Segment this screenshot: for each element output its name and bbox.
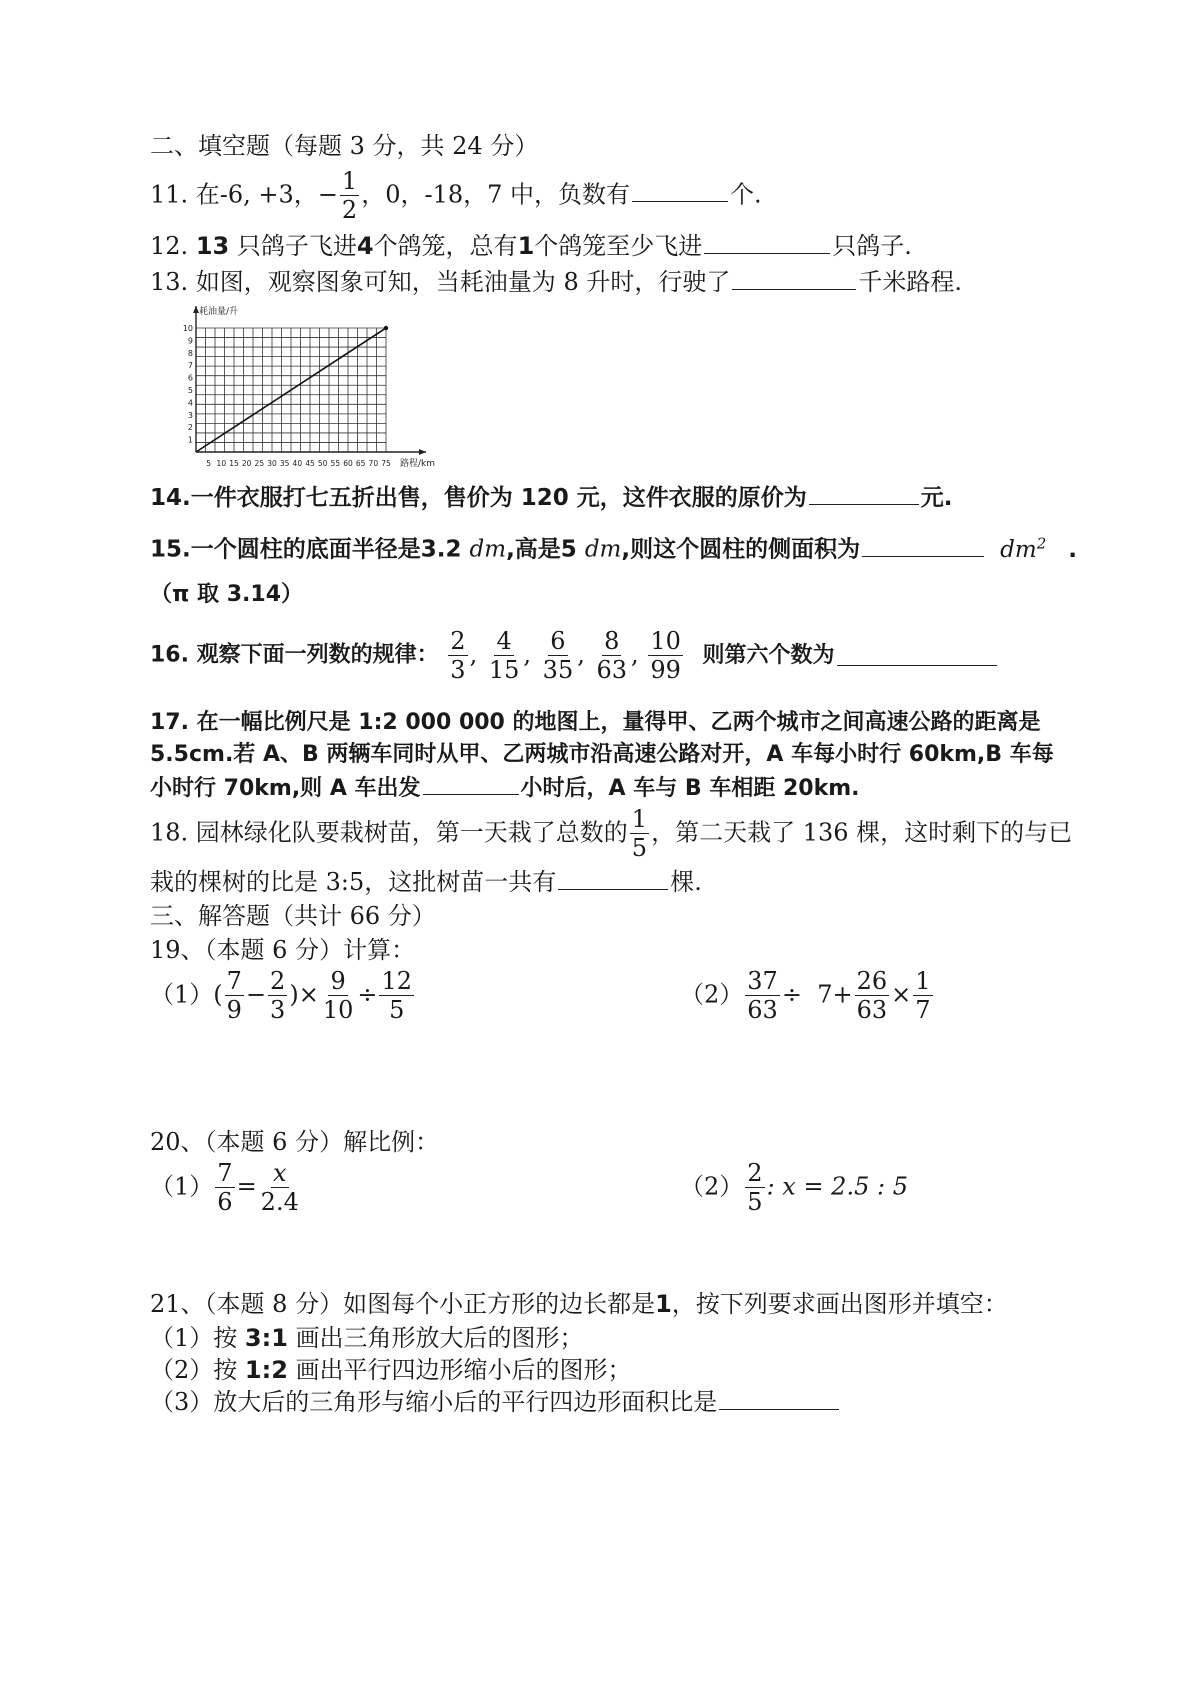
q16-frac-4-num: 8 xyxy=(604,627,620,655)
q19-part-2 xyxy=(680,968,935,1024)
q19-p2-frac-3 xyxy=(913,968,932,1024)
q20-p2-label: （2） xyxy=(680,1172,744,1201)
q12-text-b: 只鸽子飞进 xyxy=(236,232,357,260)
q17-line-2: 5.5cm.若 A、B 两辆车同时从甲、乙两城市沿高速公路对开，A 车每小时行 60km,B 车每 xyxy=(150,742,1054,767)
q11-fraction xyxy=(340,168,359,224)
q19-p2-frac-1-den: 63 xyxy=(747,996,778,1025)
q12-num-a: 13 xyxy=(195,232,230,260)
q12-text-f: 个鸽笼至少飞进 xyxy=(534,232,703,260)
q12-text-g: 只鸽子. xyxy=(832,232,912,260)
q16-frac-3-den: 35 xyxy=(542,656,574,685)
q19-p2-frac-2 xyxy=(855,968,890,1024)
q17-line-3a: 小时行 70km,则 A 车出发 xyxy=(150,776,421,801)
x-tick-label: 75 xyxy=(381,459,391,468)
question-16 xyxy=(150,628,999,684)
q19-p1-divide: ÷ xyxy=(357,980,378,1009)
y-tick-label: 1 xyxy=(187,435,193,445)
x-axis-label: 路程/km xyxy=(400,459,436,469)
q15-text-b: ,高是5 xyxy=(506,536,577,563)
q21-item1-c: 画出三角形放大后的图形； xyxy=(295,1324,584,1352)
q16-frac-4 xyxy=(595,628,630,684)
q13-text-a: 如图，观察图象可知，当耗油量为 8 升时，行驶了 xyxy=(195,268,731,296)
q20-p1-frac-2 xyxy=(259,1160,301,1216)
q19-p2-frac-1-num: 37 xyxy=(747,967,778,995)
q19-p1-lparen: ( xyxy=(213,980,223,1009)
q21-item2-b: 1:2 xyxy=(244,1356,288,1384)
q18-frac-den: 5 xyxy=(631,834,648,863)
q20-p2-frac-1-num: 2 xyxy=(747,1159,763,1187)
q20-title: 20、（本题 6 分）解比例： xyxy=(150,1128,440,1156)
q16-frac-3 xyxy=(541,628,576,684)
x-tick-label: 15 xyxy=(229,459,239,468)
q12-text-d: 个鸽笼，总有 xyxy=(373,232,518,260)
q16-frac-2-den: 15 xyxy=(488,656,520,685)
q19-p2-label: （2） xyxy=(680,980,744,1009)
q21-title xyxy=(150,1290,1008,1319)
q15-unit-3 xyxy=(1000,534,1047,563)
x-tick-label: 65 xyxy=(355,459,366,468)
q16-sep-4: , xyxy=(631,640,639,669)
q20-p1-label: （1） xyxy=(150,1172,214,1201)
q20-p1-frac-1-den: 6 xyxy=(217,1188,233,1217)
q20-p2-frac-1-den: 5 xyxy=(747,1188,763,1217)
q19-p1-minus: − xyxy=(245,980,267,1009)
q11-text-b: ，0，-18，7 中，负数有 xyxy=(361,180,631,209)
x-tick-label: 50 xyxy=(317,459,328,468)
q19-p1-frac-2 xyxy=(268,968,287,1024)
q20-p1-frac-1 xyxy=(215,1160,234,1216)
q18-fraction xyxy=(630,806,649,862)
q19-p1-frac-4 xyxy=(379,968,414,1024)
x-tick-label: 55 xyxy=(330,459,341,468)
q21-title-b: 1 xyxy=(655,1290,672,1318)
q11-text-a: 11. 在-6, +3， xyxy=(150,180,318,209)
q19-p1-frac-1 xyxy=(225,968,244,1024)
q19-p1-frac-3-num: 9 xyxy=(330,967,346,995)
q15-unit-3-sup: 2 xyxy=(1036,534,1047,552)
q21-item1-a: （1）按 xyxy=(150,1324,238,1352)
q19-p1-frac-4-den: 5 xyxy=(389,996,405,1025)
q16-frac-2 xyxy=(487,628,522,684)
y-tick-label: 3 xyxy=(187,410,193,420)
q16-text-a: 16. 观察下面一列数的规律： xyxy=(150,642,439,668)
q15-text-a: 15.一个圆柱的底面半径是3.2 xyxy=(150,536,462,563)
q11-frac-den: 2 xyxy=(341,196,358,225)
q17-line-3b: 小时后，A 车与 B 车相距 20km. xyxy=(520,776,860,801)
q16-frac-1-den: 3 xyxy=(450,656,466,685)
q11-neg: − xyxy=(317,180,338,209)
q19-p1-frac-4-num: 12 xyxy=(381,967,413,995)
q19-p1-frac-1-den: 9 xyxy=(226,996,242,1025)
q16-frac-1 xyxy=(448,628,467,684)
x-tick-label: 20 xyxy=(241,459,252,468)
question-15 xyxy=(150,534,1077,564)
q15-unit-3-text: dm xyxy=(1000,536,1037,563)
x-tick-label: 30 xyxy=(267,459,277,468)
q19-p2-frac-3-den: 7 xyxy=(915,996,931,1025)
q19-p1-frac-2-den: 3 xyxy=(270,996,286,1025)
q21-title-c: ，按下列要求画出图形并填空： xyxy=(671,1290,1008,1318)
q15-unit-2: dm xyxy=(584,536,622,563)
q21-item3-text: （3）放大后的三角形与缩小后的平行四边形面积比是 xyxy=(150,1388,718,1416)
q18-line-2 xyxy=(150,868,702,897)
q16-frac-4-den: 63 xyxy=(596,656,628,685)
q16-frac-5-den: 99 xyxy=(650,656,681,685)
question-18 xyxy=(150,806,1072,862)
q15-unit-1: dm xyxy=(469,536,507,563)
y-tick-label: 2 xyxy=(187,423,193,433)
q19-p1-label: （1） xyxy=(150,980,214,1009)
q12-num-e: 1 xyxy=(517,232,535,260)
q18-text-a: 18. 园林绿化队要栽树苗，第一天栽了总数的 xyxy=(150,818,628,847)
q14-text-a: 14.一件衣服打七五折出售，售价为 120 元，这件衣服的原价为 xyxy=(150,485,807,511)
q11-text-c: 个. xyxy=(730,180,762,209)
q20-p1-frac-1-num: 7 xyxy=(217,1159,233,1187)
q21-item1-b: 3:1 xyxy=(244,1324,288,1352)
q13-text-b: 千米路程. xyxy=(858,268,962,296)
x-tick-label: 35 xyxy=(279,459,290,468)
series-endpoint xyxy=(384,326,388,330)
q12-answer-blank[interactable] xyxy=(704,233,830,254)
y-tick-label: 6 xyxy=(187,373,193,383)
q21-item2-c: 画出平行四边形缩小后的图形； xyxy=(295,1356,632,1384)
question-11 xyxy=(150,168,762,224)
q19-p2-frac-3-num: 1 xyxy=(915,967,931,995)
q19-p1-frac-3-den: 10 xyxy=(322,996,354,1025)
question-12 xyxy=(150,232,912,261)
q15-text-c: ,则这个圆柱的侧面积为 xyxy=(621,536,861,563)
q19-p1-rparen: )× xyxy=(289,980,319,1009)
q13-answer-blank[interactable] xyxy=(732,269,856,290)
y-tick-label: 8 xyxy=(187,348,193,358)
q18-line-2a: 栽的棵树的比是 3:5，这批树苗一共有 xyxy=(150,868,557,896)
q18-text-b: ，第二天栽了 136 棵，这时剩下的与已 xyxy=(651,818,1073,847)
x-axis-arrow xyxy=(419,449,426,455)
fuel-distance-chart xyxy=(178,300,478,510)
q16-sep-1: , xyxy=(469,640,478,669)
q19-part-1 xyxy=(150,968,416,1024)
q11-answer-blank[interactable] xyxy=(632,181,728,202)
q14-text-b: 元. xyxy=(920,485,953,511)
x-tick-label: 5 xyxy=(206,459,212,468)
section2-title: 二、填空题（每题 3 分，共 24 分） xyxy=(150,132,539,160)
q13-number: 13. xyxy=(150,268,189,296)
y-tick-label: 4 xyxy=(187,398,193,408)
q21-item-1 xyxy=(150,1324,584,1353)
q17-line-1: 17. 在一幅比例尺是 1:2 000 000 的地图上，量得甲、乙两个城市之间高速公路的距离是 xyxy=(150,710,1041,735)
q16-frac-3-num: 6 xyxy=(550,627,566,655)
q12-number: 12. xyxy=(150,232,189,260)
q19-p2-divide: ÷ 7+ xyxy=(781,980,853,1009)
q16-text-b: 则第六个数为 xyxy=(702,642,835,668)
q19-p1-frac-2-num: 2 xyxy=(270,967,286,995)
q16-frac-2-num: 4 xyxy=(496,627,512,655)
q20-p1-equals: = xyxy=(236,1172,257,1201)
x-tick-label: 25 xyxy=(254,459,265,468)
section3-title: 三、解答题（共计 66 分） xyxy=(150,902,436,930)
q11-frac-num: 1 xyxy=(341,167,358,195)
y-tick-label: 9 xyxy=(187,336,193,346)
y-tick-label: 5 xyxy=(187,386,193,395)
q19-p2-frac-2-den: 63 xyxy=(856,996,888,1025)
x-tick-label: 40 xyxy=(292,459,303,468)
q15-pi-note: （π 取 3.14） xyxy=(150,582,304,607)
q20-part-1 xyxy=(150,1160,303,1216)
q20-p1-frac-2-num: x xyxy=(272,1159,287,1187)
x-tick-label: 45 xyxy=(305,459,315,468)
q16-frac-1-num: 2 xyxy=(450,627,466,655)
q17-answer-blank[interactable] xyxy=(423,774,519,795)
q19-p2-frac-2-num: 26 xyxy=(856,967,888,995)
q16-sep-3: , xyxy=(577,640,585,669)
q16-answer-blank[interactable] xyxy=(837,645,997,666)
q18-frac-num: 1 xyxy=(631,805,648,833)
q18-answer-blank[interactable] xyxy=(558,869,668,890)
q14-answer-blank[interactable] xyxy=(809,484,919,505)
q16-sep-2: , xyxy=(523,640,532,669)
q12-num-c: 4 xyxy=(356,232,374,260)
q21-item-2 xyxy=(150,1356,632,1385)
q20-p2-rest: : x = 2.5 : 5 xyxy=(766,1172,908,1201)
q21-title-a: 21、（本题 8 分）如图每个小正方形的边长都是 xyxy=(150,1290,656,1318)
y-tick-label: 10 xyxy=(182,324,193,333)
x-tick-label: 10 xyxy=(216,459,227,468)
q15-answer-blank[interactable] xyxy=(862,536,984,557)
x-tick-label: 60 xyxy=(343,459,353,468)
q20-p1-frac-2-den: 2.4 xyxy=(260,1188,299,1217)
q16-frac-5-num: 10 xyxy=(650,627,681,655)
x-tick-label: 70 xyxy=(368,459,379,468)
q16-frac-5 xyxy=(648,628,683,684)
question-14 xyxy=(150,484,953,513)
y-axis-label: 耗油量/升 xyxy=(199,307,239,317)
q20-part-2 xyxy=(680,1160,908,1216)
q19-p1-frac-1-num: 7 xyxy=(226,967,242,995)
q21-answer-blank[interactable] xyxy=(719,1389,839,1410)
q21-item-3 xyxy=(150,1388,841,1417)
q18-line-2b: 棵. xyxy=(670,868,702,896)
q19-p2-times: × xyxy=(891,980,912,1009)
q20-p2-frac-1 xyxy=(745,1160,764,1216)
q17-line-3 xyxy=(150,774,860,802)
y-tick-label: 7 xyxy=(187,361,193,371)
q19-p1-frac-3 xyxy=(321,968,356,1024)
q15-end: . xyxy=(1068,536,1077,563)
q19-title: 19、（本题 6 分）计算： xyxy=(150,936,416,964)
question-13 xyxy=(150,268,962,297)
q19-p2-frac-1 xyxy=(745,968,780,1024)
q21-item2-a: （2）按 xyxy=(150,1356,238,1384)
